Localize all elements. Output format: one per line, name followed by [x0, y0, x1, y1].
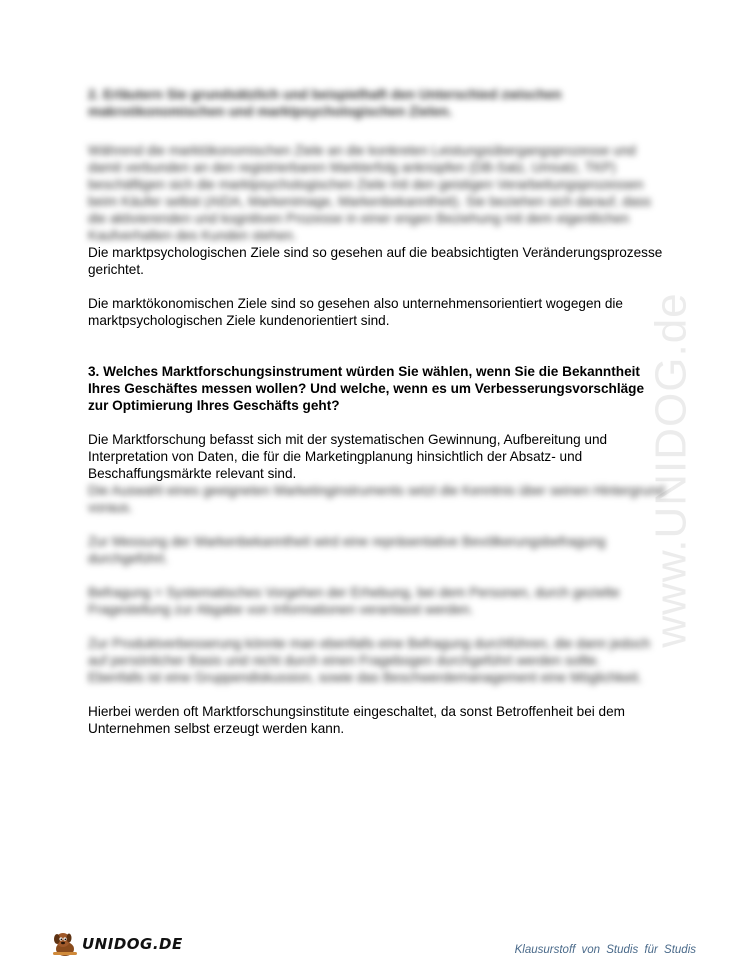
logo-text: UNIDOG.DE: [82, 935, 183, 953]
question-2-paragraph-2: Die marktökonomischen Ziele sind so gesehen also unternehmensorientiert wogegen die marktpsychologischen Ziele kundenorientiert sind.: [88, 296, 623, 328]
question-3-blurred-2: Befragung = Systematisches Vorgehen der Erhebung, bei dem Personen, durch gezielte Fragestellung zur Abgabe von Informationen veranlasst werden.: [88, 585, 620, 617]
question-3-paragraph-2: Die Auswahl eines geeigneten Marketinginstruments setzt die Kenntnis über seinen Hintergrund voraus.: [88, 483, 665, 515]
question-2-heading: 2. Erläutern Sie grundsätzlich und beispielhaft den Unterschied zwischen makroökonomischen und marktpsychologischen Zielen.: [88, 87, 562, 119]
question-3-paragraph-1: Die Marktforschung befasst sich mit der systematischen Gewinnung, Aufbereitung und Interpretation von Daten, die für die Marketingplanung hinsichtlich der Absatz- und Beschaffungsmärkte relevant sind.: [88, 432, 608, 481]
dog-mascot-icon: [50, 929, 80, 959]
watermark-text: www.UNIDOG.de: [647, 292, 697, 648]
document-body: [88, 86, 668, 737]
question-3-paragraph-last: Hierbei werden oft Marktforschungsinstitute eingeschaltet, da sonst Betroffenheit bei dem Unternehmen selbst erzeugt werden kann.: [88, 704, 625, 736]
question-3-blurred-4: Ebenfalls ist eine Gruppendiskussion, sowie das Beschwerdemanagement eine Möglichkeit.: [88, 670, 642, 685]
question-2-blurred-paragraph: Während die marktökonomischen Ziele an die konkreten Leistungsübergangsprozesse und damit verbunden an den registrierbaren Markterfolg anknüpfen (DB-Satz, Umsatz, TKP) beschäftigen sich die marktpsychologischen Ziele mit den geistigen Verarbeitungsprozessen beim Käufer selbst (AIDA, Markenimage, Markenbekanntheit). Sie beziehen sich darauf, dass die aktivierenden und kognitiven Prozesse in einer engen Beziehung mit dem eigentlichen Kaufverhalten des Kunden stehen.: [88, 143, 651, 243]
footer-logo: [50, 928, 183, 960]
question-2-paragraph-1: Die marktpsychologischen Ziele sind so gesehen auf die beabsichtigten Veränderungsprozesse gerichtet.: [88, 245, 663, 277]
question-3-heading: 3. Welches Marktforschungsinstrument würden Sie wählen, wenn Sie die Bekanntheit Ihres Geschäftes messen wollen? Und welche, wenn es um Verbesserungsvorschläge zur Optimierung Ihres Geschäfts geht?: [88, 364, 645, 413]
question-3-blurred-1: Zur Messung der Markenbekanntheit wird eine repräsentative Bevölkerungsbefragung durchgeführt.: [88, 534, 606, 566]
question-3-blurred-3: Zur Produktverbesserung könnte man ebenfalls eine Befragung durchführen, die dann jedoch auf persönlicher Basis und nicht durch einen Fragebogen durchgeführt werden sollte.: [88, 636, 651, 668]
footer-tagline: Klausurstoff von Studis für Studis: [514, 944, 696, 956]
